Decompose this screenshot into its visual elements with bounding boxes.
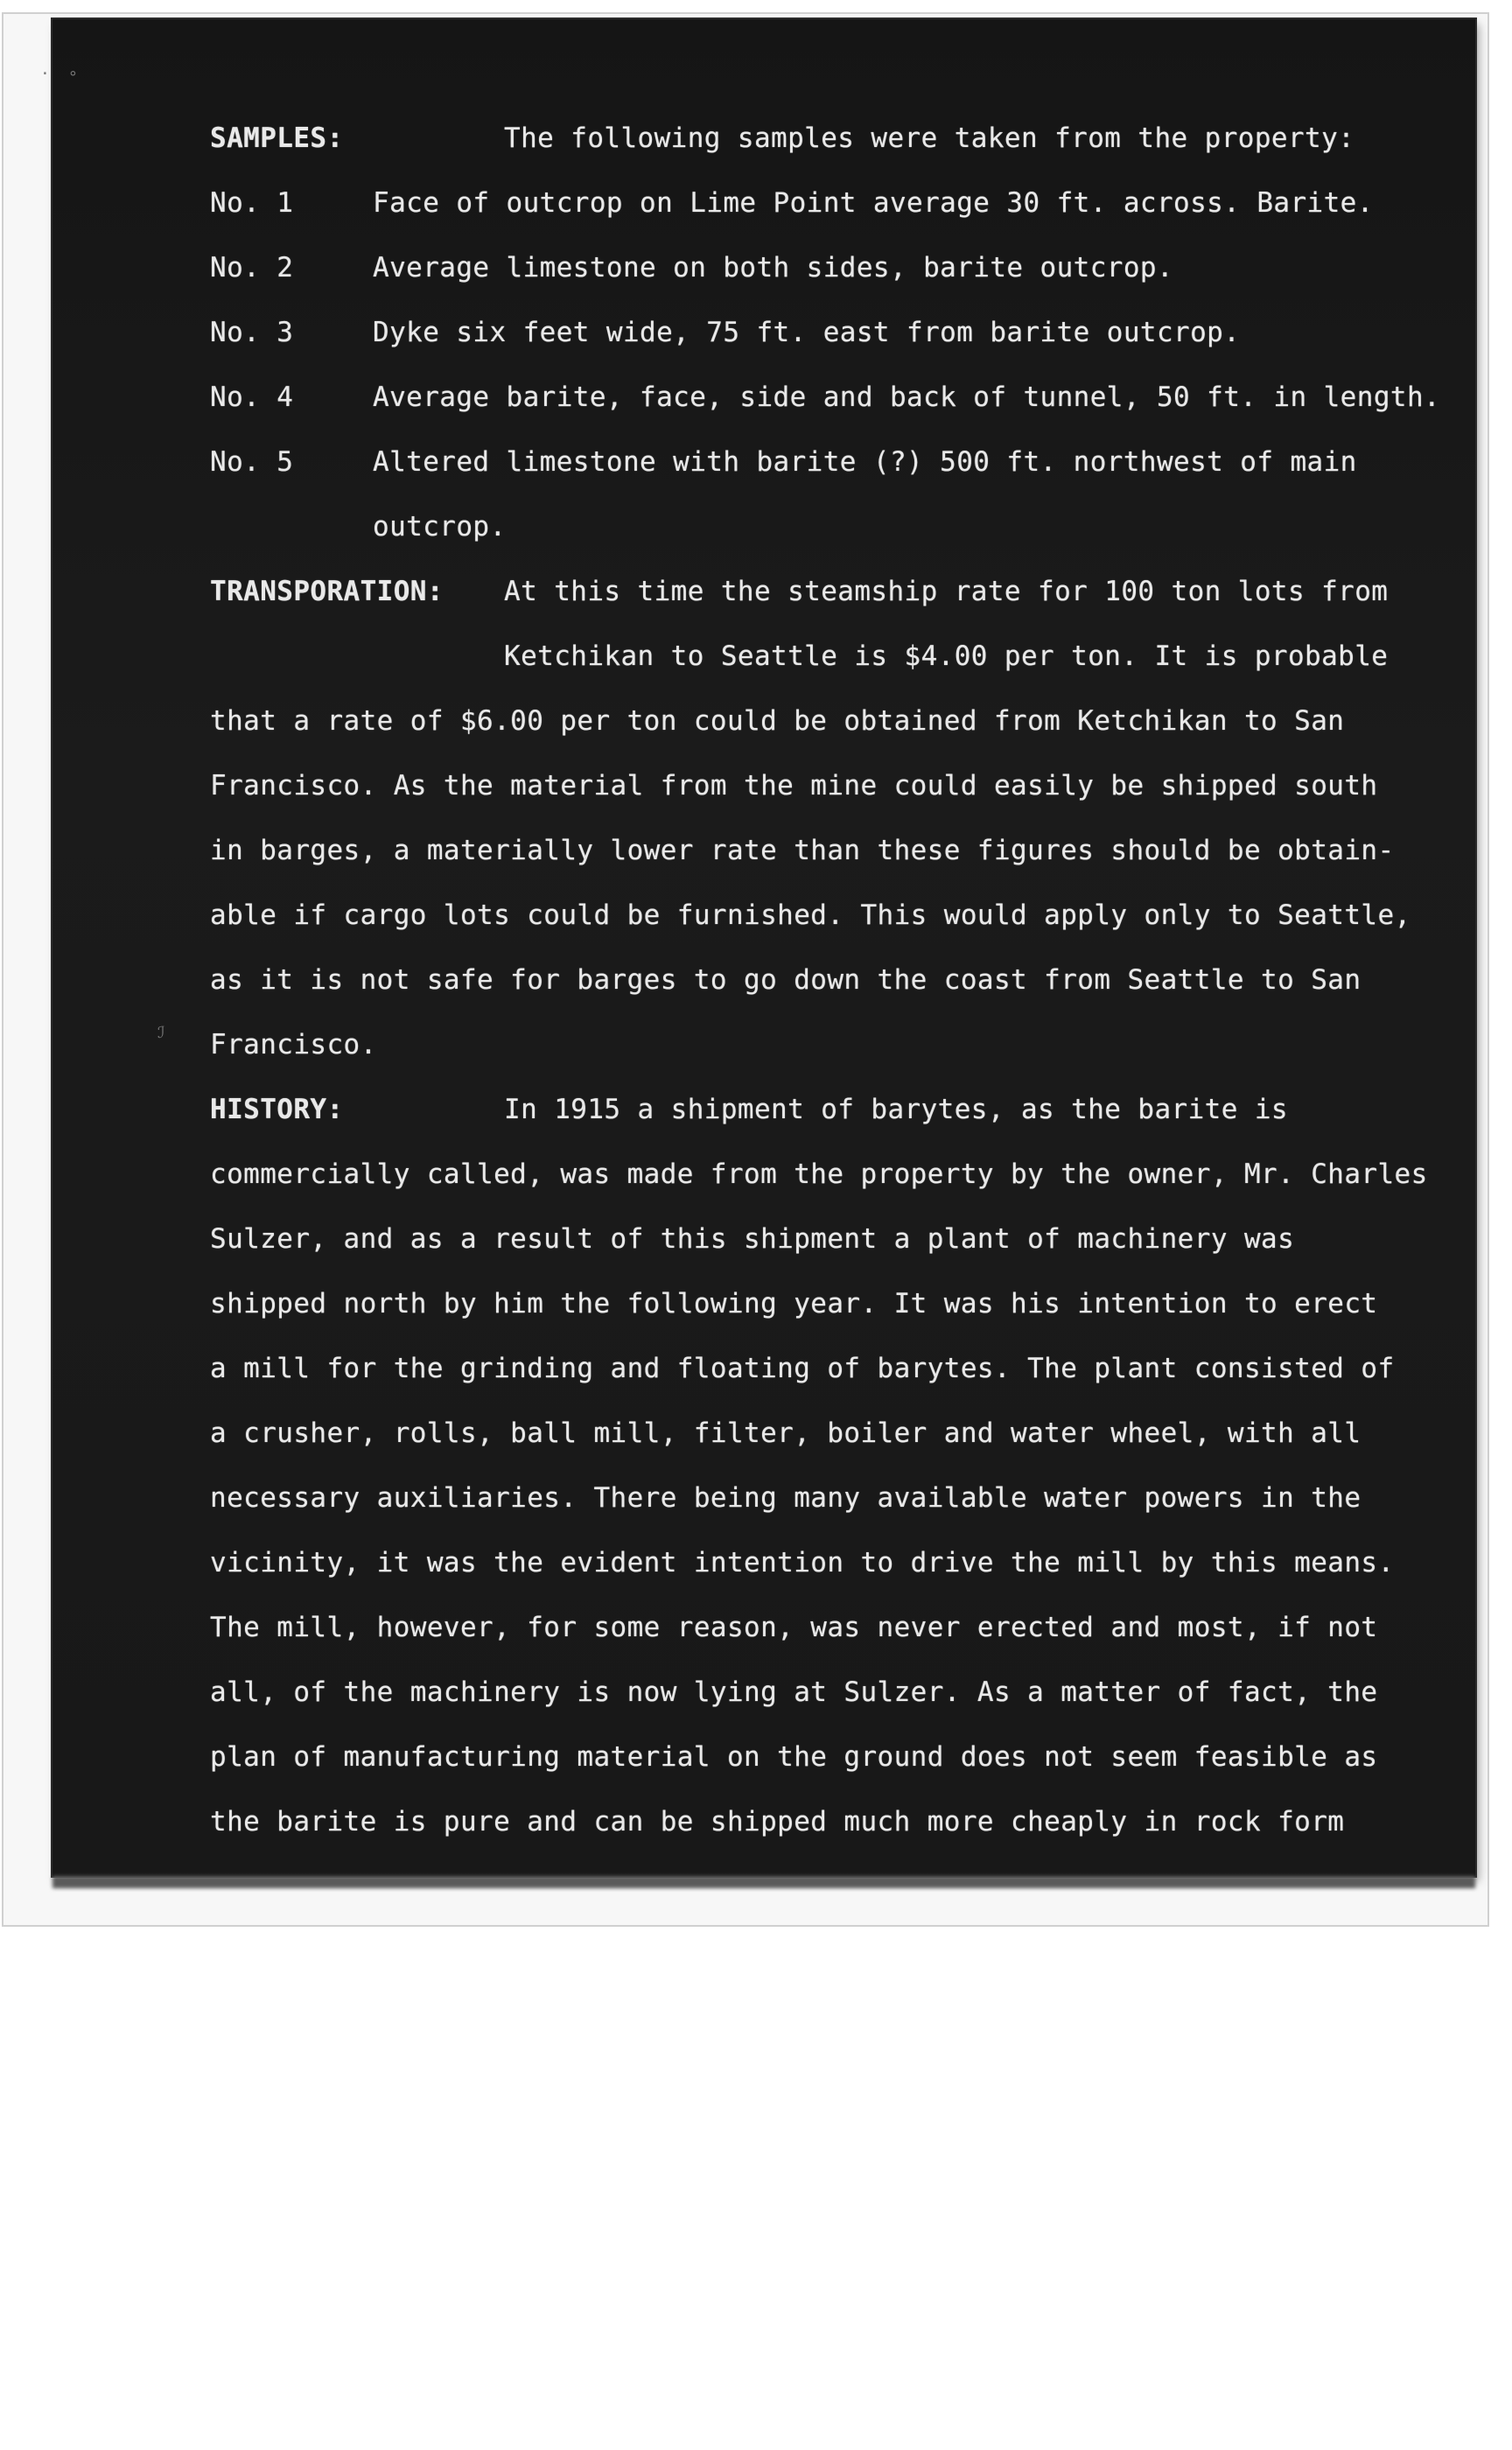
page-bottom-edge — [52, 1876, 1475, 1888]
sample-number: No. 4 — [210, 382, 294, 413]
sample-number: No. 2 — [210, 252, 294, 284]
scan-speck: ° — [68, 68, 78, 87]
sample-number: No. 5 — [210, 446, 294, 478]
history-line: a crusher, rolls, ball mill, filter, boiler and water wheel, with all — [210, 1418, 1362, 1449]
transportation-line: At this time the steamship rate for 100 ton lots from — [504, 576, 1389, 607]
history-line: plan of manufacturing material on the ground does not seem feasible as — [210, 1741, 1378, 1773]
transportation-line: that a rate of $6.00 per ton could be obtained from Ketchikan to San — [210, 705, 1345, 737]
history-line: a mill for the grinding and floating of barytes. The plant consisted of — [210, 1353, 1395, 1384]
transportation-line: able if cargo lots could be furnished. This would apply only to Seattle, — [210, 900, 1411, 931]
sample-description-continued: outcrop. — [373, 511, 507, 542]
transportation-line: Ketchikan to Seattle is $4.00 per ton. It is probable — [504, 640, 1389, 672]
scan-speck: ℐ — [158, 1024, 165, 1042]
samples-heading: SAMPLES: — [210, 122, 344, 154]
document-page — [40, 19, 1475, 1876]
sample-number: No. 1 — [210, 187, 294, 219]
transportation-line: Francisco. As the material from the mine could easily be shipped south — [210, 770, 1378, 802]
scan-speck: · — [40, 65, 50, 83]
history-line: The mill, however, for some reason, was never erected and most, if not — [210, 1612, 1378, 1643]
sample-description: Altered limestone with barite (?) 500 ft. northwest of main — [373, 446, 1357, 478]
transportation-line: as it is not safe for barges to go down the coast from Seattle to San — [210, 964, 1362, 996]
sample-description: Average limestone on both sides, barite outcrop. — [373, 252, 1174, 284]
history-line: In 1915 a shipment of barytes, as the barite is — [504, 1094, 1288, 1125]
history-line: shipped north by him the following year. It was his intention to erect — [210, 1288, 1378, 1320]
transportation-line: in barges, a materially lower rate than these figures should be obtain- — [210, 835, 1395, 866]
history-line: vicinity, it was the evident intention to drive the mill by this means. — [210, 1547, 1395, 1578]
history-line: Sulzer, and as a result of this shipment a plant of machinery was — [210, 1223, 1295, 1255]
history-line: commercially called, was made from the property by the owner, Mr. Charles — [210, 1158, 1428, 1190]
sample-description: Face of outcrop on Lime Point average 30 ft. across. Barite. — [373, 187, 1374, 219]
typed-text-block — [52, 19, 1475, 1876]
history-heading: HISTORY: — [210, 1094, 344, 1125]
samples-intro: The following samples were taken from the property: — [504, 122, 1355, 154]
sample-description: Average barite, face, side and back of tunnel, 50 ft. in length. — [373, 382, 1441, 413]
history-line: necessary auxiliaries. There being many available water powers in the — [210, 1482, 1362, 1514]
transportation-heading: TRANSPORATION: — [210, 576, 444, 607]
history-line: the barite is pure and can be shipped much more cheaply in rock form — [210, 1806, 1345, 1838]
sample-description: Dyke six feet wide, 75 ft. east from barite outcrop. — [373, 317, 1241, 348]
sample-number: No. 3 — [210, 317, 294, 348]
history-line: all, of the machinery is now lying at Sulzer. As a matter of fact, the — [210, 1676, 1378, 1708]
transportation-line: Francisco. — [210, 1029, 377, 1060]
